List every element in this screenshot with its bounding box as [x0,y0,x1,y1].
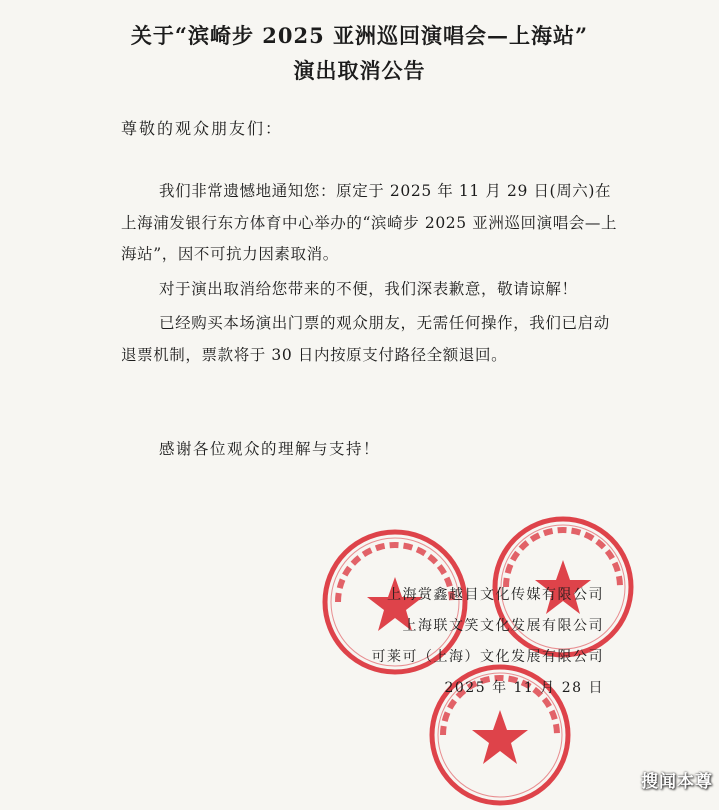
title-line-2: 演出取消公告 [293,58,426,83]
title-line-1: 关于“滨崎步 2025 亚洲巡回演唱会—上海站” [130,23,589,48]
signatory-block [372,580,605,704]
paragraph-refund: 已经购买本场演出门票的观众朋友，无需任何操作，我们已启动退票机制，票款将于 30 日内按原支付路径全额退回。 [121,314,610,364]
issue-date: 2025 年 11 月 28 日 [444,680,604,696]
announcement-body [121,176,621,374]
paragraph-notice: 我们非常遗憾地通知您：原定于 2025 年 11 月 29 日(周六)在上海浦发银行东方体育中心举办的“滨崎步 2025 亚洲巡回演唱会—上海站”，因不可抗力因素取消。 [121,182,618,263]
signer-2: 上海联文笑文化发展有限公司 [402,618,604,634]
salutation: 尊敬的观众朋友们： [121,119,284,138]
thanks-line: 感谢各位观众的理解与支持！ [159,440,381,458]
paragraph-apology: 对于演出取消给您带来的不便，我们深表歉意，敬请谅解！ [159,279,578,298]
signer-3: 可莱可（上海）文化发展有限公司 [371,649,604,665]
signer-1: 上海赏鑫越目文化传媒有限公司 [387,587,604,603]
watermark: 搜闻本尊 [641,772,713,792]
